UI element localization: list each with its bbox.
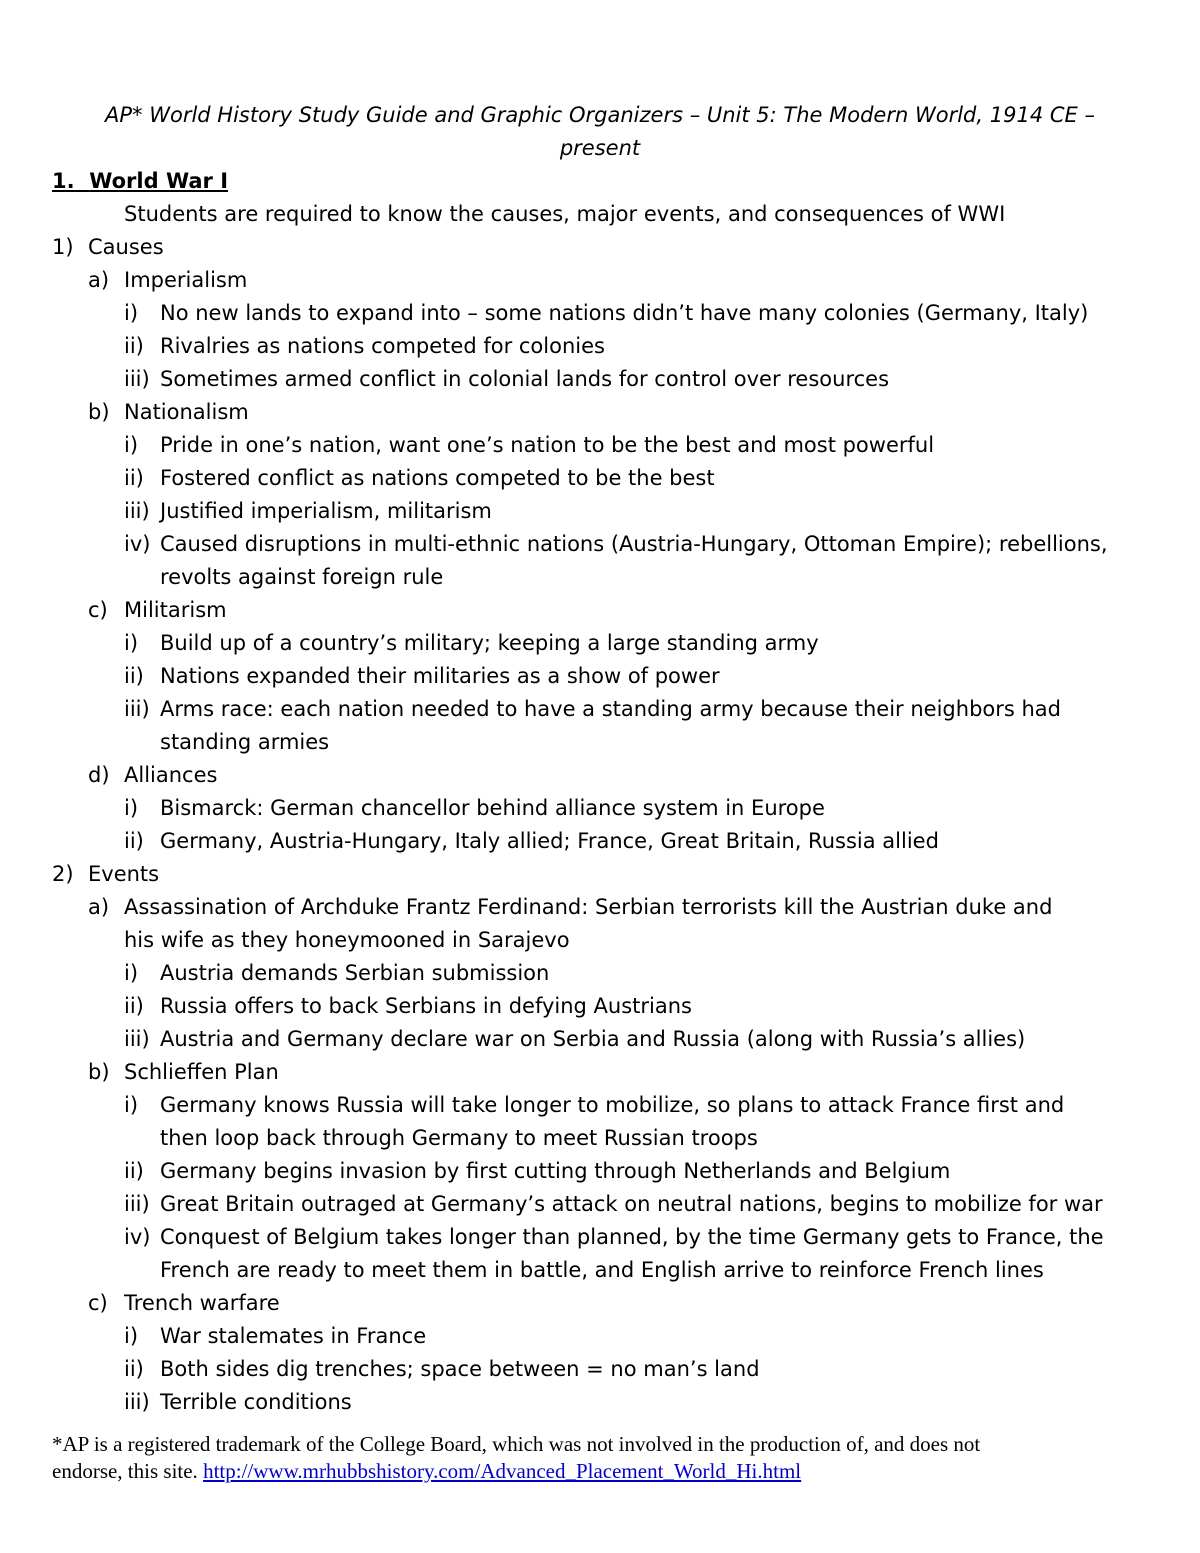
item-numeral: ii) (124, 1357, 144, 1381)
outline-label: Events (88, 862, 160, 886)
item-text: Austria and Germany declare war on Serbia and Russia (along with Russia’s allies) (160, 1027, 1026, 1051)
outline-label: Causes (88, 235, 164, 259)
list-item (124, 829, 939, 853)
list-item (124, 1093, 1064, 1117)
item-numeral: iii) (124, 499, 150, 523)
list-item (124, 664, 720, 688)
item-numeral: iv) (124, 1225, 151, 1249)
doc-title-line1: AP* World History Study Guide and Graphic Organizers – Unit 5: The Modern World, 1914 CE – (105, 103, 1095, 127)
item-numeral: iii) (124, 1027, 150, 1051)
outline-letter: c) (88, 1291, 108, 1315)
list-item (124, 1225, 1104, 1249)
item-text: Both sides dig trenches; space between = no man’s land (160, 1357, 760, 1381)
section-title: World War I (89, 169, 229, 193)
item-numeral: ii) (124, 829, 144, 853)
outline-trench-warfare (88, 1291, 280, 1315)
outline-letter: d) (88, 763, 110, 787)
footer-disclaimer: *AP is a registered trademark of the College Board, which was not involved in the production of, and does not (52, 1432, 981, 1456)
outline-label: Nationalism (124, 400, 249, 424)
list-item (124, 1192, 1103, 1216)
list-item (124, 1324, 426, 1348)
item-text: Justified imperialism, militarism (160, 499, 492, 523)
item-text: Germany, Austria-Hungary, Italy allied; France, Great Britain, Russia allied (160, 829, 939, 853)
list-item (124, 631, 819, 655)
outline-letter: c) (88, 598, 108, 622)
item-numeral: ii) (124, 1159, 144, 1183)
outline-letter: a) (88, 268, 110, 292)
item-text: Conquest of Belgium takes longer than planned, by the time Germany gets to France, the (160, 1225, 1104, 1249)
item-numeral: ii) (124, 994, 144, 1018)
item-continuation: revolts against foreign rule (160, 565, 444, 589)
outline-letter: b) (88, 400, 110, 424)
item-text: Germany begins invasion by first cutting through Netherlands and Belgium (160, 1159, 951, 1183)
section-heading (52, 169, 228, 193)
item-text: Germany knows Russia will take longer to mobilize, so plans to attack France first and (160, 1093, 1065, 1117)
list-item (124, 499, 492, 523)
outline-label: Imperialism (124, 268, 248, 292)
item-numeral: i) (124, 301, 139, 325)
item-text: Build up of a country’s military; keeping a large standing army (160, 631, 819, 655)
outline-events (52, 862, 159, 886)
item-numeral: iii) (124, 1192, 150, 1216)
item-numeral: ii) (124, 334, 144, 358)
site-link[interactable]: http://www.mrhubbshistory.com/Advanced_Placement_World_Hi.html (203, 1459, 802, 1483)
doc-title-line2: present (559, 136, 641, 160)
list-item (124, 961, 549, 985)
outline-schlieffen-plan (88, 1060, 279, 1084)
item-numeral: i) (124, 433, 139, 457)
outline-assassination (88, 895, 1052, 919)
outline-label: Alliances (124, 763, 218, 787)
outline-letter: a) (88, 895, 110, 919)
list-item (124, 367, 889, 391)
footer-line2 (52, 1459, 801, 1484)
list-item (124, 334, 605, 358)
list-item (124, 1357, 760, 1381)
item-numeral: iii) (124, 697, 150, 721)
list-item (124, 796, 825, 820)
item-numeral: i) (124, 961, 139, 985)
list-item (124, 1390, 352, 1414)
outline-label: Militarism (124, 598, 227, 622)
footer-prefix: endorse, this site. (52, 1459, 198, 1483)
item-text: Caused disruptions in multi-ethnic nations (Austria-Hungary, Ottoman Empire); rebellions, (160, 532, 1108, 556)
list-item (124, 697, 1061, 721)
outline-nationalism (88, 400, 249, 424)
item-text: Nations expanded their militaries as a show of power (160, 664, 720, 688)
list-item (124, 301, 1088, 325)
item-numeral: ii) (124, 466, 144, 490)
item-text: Bismarck: German chancellor behind alliance system in Europe (160, 796, 825, 820)
outline-label: Trench warfare (124, 1291, 280, 1315)
outline-alliances (88, 763, 217, 787)
list-item (124, 532, 1108, 556)
item-numeral: iv) (124, 532, 151, 556)
outline-label: Assassination of Archduke Frantz Ferdinand: Serbian terrorists kill the Austrian duke and (124, 895, 1053, 919)
item-numeral: i) (124, 796, 139, 820)
item-text: Fostered conflict as nations competed to be the best (160, 466, 715, 490)
item-text: Sometimes armed conflict in colonial lands for control over resources (160, 367, 890, 391)
item-continuation: his wife as they honeymooned in Sarajevo (124, 928, 570, 952)
list-item (124, 994, 692, 1018)
item-numeral: i) (124, 631, 139, 655)
outline-label: Schlieffen Plan (124, 1060, 279, 1084)
outline-number: 1) (52, 235, 74, 259)
outline-imperialism (88, 268, 247, 292)
item-text: Great Britain outraged at Germany’s attack on neutral nations, begins to mobilize for war (160, 1192, 1103, 1216)
intro-text: Students are required to know the causes, major events, and consequences of WWI (124, 202, 1006, 226)
item-numeral: i) (124, 1324, 139, 1348)
item-text: No new lands to expand into – some nations didn’t have many colonies (Germany, Italy) (160, 301, 1089, 325)
item-numeral: i) (124, 1093, 139, 1117)
item-continuation: then loop back through Germany to meet Russian troops (160, 1126, 758, 1150)
item-numeral: ii) (124, 664, 144, 688)
item-continuation: standing armies (160, 730, 330, 754)
item-text: Terrible conditions (160, 1390, 352, 1414)
item-text: Rivalries as nations competed for colonies (160, 334, 605, 358)
list-item (124, 1027, 1025, 1051)
item-numeral: iii) (124, 1390, 150, 1414)
item-text: War stalemates in France (160, 1324, 427, 1348)
outline-militarism (88, 598, 227, 622)
item-continuation: French are ready to meet them in battle, and English arrive to reinforce French lines (160, 1258, 1044, 1282)
outline-number: 2) (52, 862, 74, 886)
list-item (124, 433, 934, 457)
item-text: Pride in one’s nation, want one’s nation to be the best and most powerful (160, 433, 935, 457)
section-number: 1. (52, 169, 75, 193)
item-text: Austria demands Serbian submission (160, 961, 550, 985)
list-item (124, 1159, 950, 1183)
item-text: Russia offers to back Serbians in defying Austrians (160, 994, 692, 1018)
list-item (124, 466, 715, 490)
outline-causes (52, 235, 164, 259)
item-numeral: iii) (124, 367, 150, 391)
outline-letter: b) (88, 1060, 110, 1084)
item-text: Arms race: each nation needed to have a standing army because their neighbors had (160, 697, 1062, 721)
